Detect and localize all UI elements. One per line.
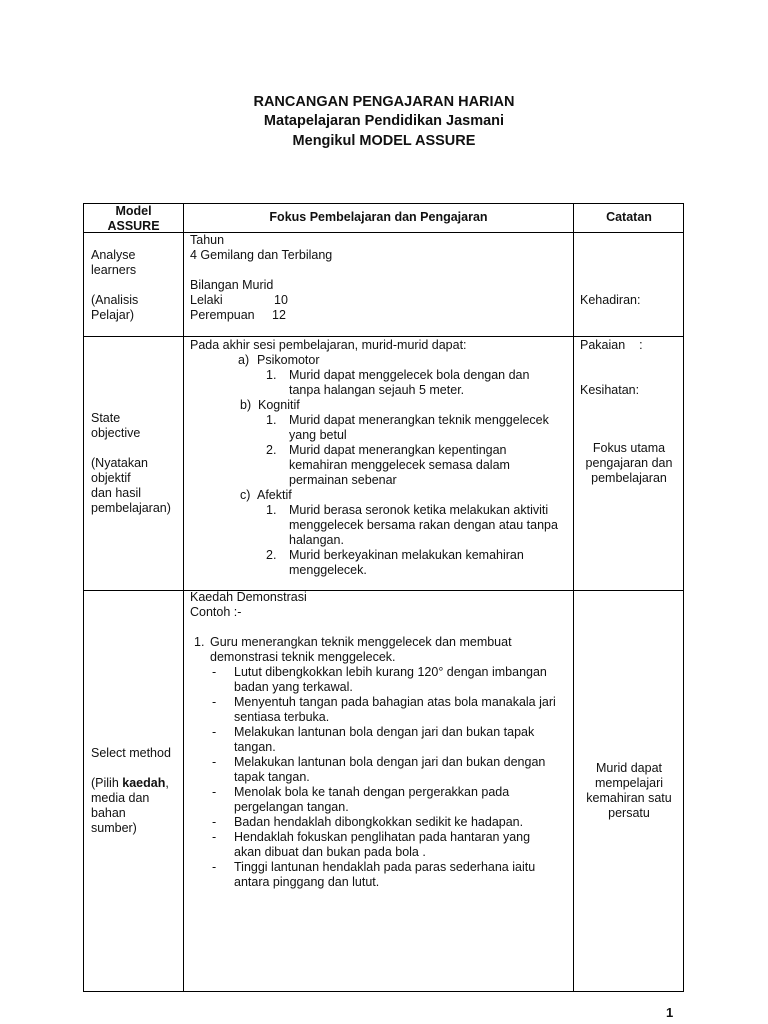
page-number: 1: [666, 1005, 674, 1020]
row2-model-cell: State objective (Nyatakan objektif dan hasil pembelajaran): [91, 411, 171, 515]
header-focus: Fokus Pembelajaran dan Pengajaran: [269, 210, 488, 224]
row3-focus-cell: Kaedah Demonstrasi Contoh :- 1. Guru menerangkan teknik menggelecek dan membuat demonstrasi teknik menggelecek. - Lutut dibengkokkan lebih kurang 120° dengan imbangan badan yang terkawal. - Menyentuh tangan pada bahagian atas bola manakala jari sentiasa terbuka. - Melakukan lantunan bola dengan jari dan bukan tapak tangan. - Melakukan lantunan bola dengan jari dan bukan dengan tapak tangan. - Menolak bola ke tanah dengan pergerakkan pada pergelangan tangan. - Badan hendaklah dibongkokkan sedikit ke hadapan. - Hendaklah fokuskan penglihatan pada hantaran yang akan dibuat dan bukan pada bola . - Tinggi lantunan hendaklah pada paras sederhana iaitu antara pinggang dan lutut.: [190, 590, 556, 889]
header-notes: Catatan: [606, 210, 652, 224]
document-model: Mengikul MODEL ASSURE: [292, 133, 476, 149]
row1-focus-cell: Tahun 4 Gemilang dan Terbilang Bilangan Murid Lelaki 10 Perempuan 12: [190, 233, 333, 322]
lesson-plan-table: [83, 203, 684, 992]
column-divider: [183, 204, 184, 991]
row3-model-cell: Select method (Pilih kaedah, media dan bahan sumber): [91, 746, 171, 835]
row1-model-cell: Analyse learners (Analisis Pelajar): [91, 248, 139, 322]
column-divider: [573, 204, 574, 991]
row2-notes-cell: Fokus utama pengajaran dan pembelajaran: [585, 441, 673, 485]
document-subject: Matapelajaran Pendidikan Jasmani: [263, 113, 505, 129]
row3-notes-cell: Murid dapat mempelajari kemahiran satu persatu: [586, 761, 672, 820]
document-title: RANCANGAN PENGAJARAN HARIAN: [253, 94, 515, 110]
header-model: Model ASSURE: [107, 204, 160, 233]
row1-notes-cell: Kehadiran: Pakaian : Kesihatan:: [580, 293, 643, 397]
row2-focus-cell: Pada akhir sesi pembelajaran, murid-murid dapat: a) Psikomotor 1. Murid dapat menggelecek bola dengan dan tanpa halangan sejauh 5 meter. b) Kognitif 1. Murid dapat menerangkan teknik menggelecek yang betul 2. Murid dapat menerangkan kepentingan kemahiran menggelecek semasa dalam permainan sebenar c) Afektif 1. Murid berasa seronok ketika melakukan aktiviti menggelecek bersama rakan dengan atau tanpa halangan. 2. Murid berkeyakinan melakukan kemahiran menggelecek.: [190, 338, 558, 577]
